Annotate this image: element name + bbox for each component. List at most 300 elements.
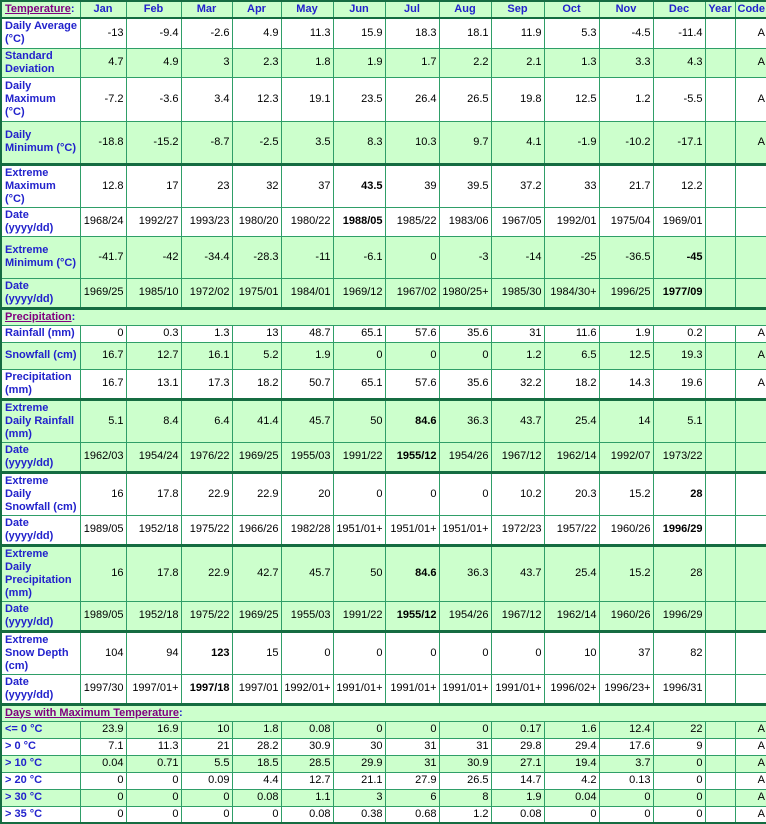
code-cell [735, 164, 766, 207]
value-cell: 0 [385, 236, 439, 278]
value-cell: 43.7 [491, 545, 544, 601]
value-cell: 23 [181, 164, 232, 207]
column-header-code: Code [735, 1, 766, 18]
value-cell: 1972/23 [491, 515, 544, 545]
value-cell: 1955/03 [281, 601, 333, 631]
code-cell: A [735, 77, 766, 121]
value-cell: 1992/07 [599, 442, 653, 472]
value-cell: 0 [439, 342, 491, 369]
value-cell: 84.6 [385, 545, 439, 601]
value-cell: 1.9 [599, 325, 653, 342]
value-cell: 1969/25 [232, 442, 281, 472]
value-cell: 16 [80, 472, 126, 515]
value-cell: 1954/26 [439, 442, 491, 472]
year-cell [705, 207, 735, 236]
code-cell: A [735, 755, 766, 772]
row-label: Date (yyyy/dd) [1, 207, 80, 236]
value-cell: 9 [653, 738, 705, 755]
value-cell: 50 [333, 545, 385, 601]
value-cell: 0 [385, 631, 439, 674]
row-label: Extreme Maximum (°C) [1, 164, 80, 207]
code-cell [735, 399, 766, 442]
value-cell: 0 [80, 772, 126, 789]
value-cell: 10.3 [385, 121, 439, 164]
value-cell: 57.6 [385, 369, 439, 399]
value-cell: 5.5 [181, 755, 232, 772]
value-cell: 6 [385, 789, 439, 806]
section-header-cell [1, 704, 766, 721]
value-cell: 21.7 [599, 164, 653, 207]
row-label: Extreme Daily Rainfall (mm) [1, 399, 80, 442]
code-cell [735, 278, 766, 308]
value-cell: 1952/18 [126, 515, 181, 545]
value-cell: 1980/22 [281, 207, 333, 236]
value-cell: 0.68 [385, 806, 439, 823]
section-header-cell [1, 308, 766, 325]
year-cell [705, 472, 735, 515]
code-cell: A [735, 121, 766, 164]
value-cell: 18.5 [232, 755, 281, 772]
code-cell [735, 515, 766, 545]
value-cell: 2.3 [232, 48, 281, 77]
section-colon: : [179, 706, 183, 719]
year-cell [705, 77, 735, 121]
value-cell: 0.17 [491, 721, 544, 738]
value-cell: 1969/25 [232, 601, 281, 631]
value-cell: 12.7 [281, 772, 333, 789]
value-cell: 1960/26 [599, 515, 653, 545]
value-cell: 28 [653, 545, 705, 601]
value-cell: 1969/12 [333, 278, 385, 308]
value-cell: 1955/12 [385, 442, 439, 472]
value-cell: 39.5 [439, 164, 491, 207]
value-cell: 1992/01 [544, 207, 599, 236]
table-row [1, 721, 766, 738]
value-cell: 8.4 [126, 399, 181, 442]
value-cell: 28 [653, 472, 705, 515]
year-cell [705, 755, 735, 772]
table-row [1, 631, 766, 674]
value-cell: 3.4 [181, 77, 232, 121]
section-header-row [1, 308, 766, 325]
value-cell: 1.8 [232, 721, 281, 738]
value-cell: -9.4 [126, 18, 181, 48]
value-cell: 0 [544, 806, 599, 823]
value-cell: 1992/27 [126, 207, 181, 236]
value-cell: 0.04 [544, 789, 599, 806]
value-cell: 6.4 [181, 399, 232, 442]
year-cell [705, 738, 735, 755]
year-cell [705, 164, 735, 207]
value-cell: 57.6 [385, 325, 439, 342]
row-label: > 10 °C [1, 755, 80, 772]
value-cell: 0 [126, 806, 181, 823]
value-cell: 31 [439, 738, 491, 755]
value-cell: 11.9 [491, 18, 544, 48]
temperature-header-cell [1, 1, 80, 18]
table-row [1, 806, 766, 823]
value-cell: 1955/12 [385, 601, 439, 631]
value-cell: 0 [80, 789, 126, 806]
value-cell: 43.5 [333, 164, 385, 207]
row-label: > 30 °C [1, 789, 80, 806]
column-header-jun: Jun [333, 1, 385, 18]
value-cell: 31 [385, 755, 439, 772]
value-cell: 1991/01+ [491, 674, 544, 704]
value-cell: -34.4 [181, 236, 232, 278]
value-cell: 1.9 [333, 48, 385, 77]
value-cell: 27.1 [491, 755, 544, 772]
value-cell: 1997/01 [232, 674, 281, 704]
value-cell: 0 [232, 806, 281, 823]
value-cell: 37.2 [491, 164, 544, 207]
value-cell: 15.9 [333, 18, 385, 48]
value-cell: 50.7 [281, 369, 333, 399]
code-cell: A [735, 48, 766, 77]
column-header-feb: Feb [126, 1, 181, 18]
value-cell: 1985/30 [491, 278, 544, 308]
value-cell: 3 [333, 789, 385, 806]
value-cell: 1951/01+ [333, 515, 385, 545]
year-cell [705, 789, 735, 806]
table-row [1, 207, 766, 236]
year-cell [705, 18, 735, 48]
value-cell: 17 [126, 164, 181, 207]
value-cell: 1.3 [544, 48, 599, 77]
value-cell: -17.1 [653, 121, 705, 164]
table-row [1, 789, 766, 806]
value-cell: 20.3 [544, 472, 599, 515]
value-cell: 11.6 [544, 325, 599, 342]
value-cell: 9.7 [439, 121, 491, 164]
value-cell: 23.9 [80, 721, 126, 738]
value-cell: 0 [599, 789, 653, 806]
value-cell: 39 [385, 164, 439, 207]
value-cell: 1996/23+ [599, 674, 653, 704]
value-cell: 17.6 [599, 738, 653, 755]
value-cell: 22.9 [181, 545, 232, 601]
section-header-row [1, 704, 766, 721]
value-cell: 12.4 [599, 721, 653, 738]
code-cell: A [735, 369, 766, 399]
value-cell: 16.9 [126, 721, 181, 738]
value-cell: 13.1 [126, 369, 181, 399]
value-cell: 0 [181, 789, 232, 806]
value-cell: -13 [80, 18, 126, 48]
value-cell: 0 [333, 342, 385, 369]
value-cell: -25 [544, 236, 599, 278]
value-cell: 0.2 [653, 325, 705, 342]
section-link-precipitation[interactable]: Precipitation [5, 310, 72, 323]
column-header-may: May [281, 1, 333, 18]
value-cell: 1957/22 [544, 515, 599, 545]
row-label: Daily Average (°C) [1, 18, 80, 48]
value-cell: 12.8 [80, 164, 126, 207]
value-cell: 1975/22 [181, 601, 232, 631]
value-cell: 1954/26 [439, 601, 491, 631]
code-cell [735, 442, 766, 472]
value-cell: 16.7 [80, 342, 126, 369]
value-cell: 18.2 [544, 369, 599, 399]
value-cell: 12.5 [544, 77, 599, 121]
value-cell: 14.3 [599, 369, 653, 399]
value-cell: 11.3 [281, 18, 333, 48]
row-label: Daily Minimum (°C) [1, 121, 80, 164]
value-cell: -15.2 [126, 121, 181, 164]
table-row [1, 18, 766, 48]
value-cell: 1.7 [385, 48, 439, 77]
value-cell: 94 [126, 631, 181, 674]
value-cell: 42.7 [232, 545, 281, 601]
value-cell: 3.7 [599, 755, 653, 772]
value-cell: -14 [491, 236, 544, 278]
code-cell: A [735, 806, 766, 823]
value-cell: 1972/02 [181, 278, 232, 308]
value-cell: 4.7 [80, 48, 126, 77]
value-cell: 25.4 [544, 545, 599, 601]
value-cell: 1996/31 [653, 674, 705, 704]
value-cell: 1989/05 [80, 601, 126, 631]
value-cell: 0 [599, 806, 653, 823]
value-cell: 29.8 [491, 738, 544, 755]
value-cell: 35.6 [439, 369, 491, 399]
value-cell: 2.2 [439, 48, 491, 77]
value-cell: 0 [80, 806, 126, 823]
value-cell: 31 [385, 738, 439, 755]
value-cell: 0 [333, 472, 385, 515]
value-cell: 15 [232, 631, 281, 674]
year-cell [705, 772, 735, 789]
value-cell: 22.9 [232, 472, 281, 515]
value-cell: 1980/20 [232, 207, 281, 236]
year-cell [705, 278, 735, 308]
value-cell: 0 [126, 772, 181, 789]
value-cell: -11 [281, 236, 333, 278]
value-cell: -18.8 [80, 121, 126, 164]
value-cell: 1989/05 [80, 515, 126, 545]
value-cell: 14 [599, 399, 653, 442]
value-cell: 43.7 [491, 399, 544, 442]
value-cell: 1996/29 [653, 601, 705, 631]
value-cell: -10.2 [599, 121, 653, 164]
table-row [1, 342, 766, 369]
value-cell: 14.7 [491, 772, 544, 789]
row-label: <= 0 °C [1, 721, 80, 738]
value-cell: 1967/02 [385, 278, 439, 308]
code-cell [735, 601, 766, 631]
value-cell: 1954/24 [126, 442, 181, 472]
value-cell: 1.2 [439, 806, 491, 823]
value-cell: 23.5 [333, 77, 385, 121]
value-cell: 0.08 [232, 789, 281, 806]
value-cell: -8.7 [181, 121, 232, 164]
value-cell: 36.3 [439, 545, 491, 601]
value-cell: 41.4 [232, 399, 281, 442]
value-cell: 1.9 [491, 789, 544, 806]
value-cell: 6.5 [544, 342, 599, 369]
value-cell: 1967/05 [491, 207, 544, 236]
year-cell [705, 806, 735, 823]
row-label: Extreme Daily Snowfall (cm) [1, 472, 80, 515]
section-link-temperature[interactable]: Temperature [5, 3, 71, 15]
column-header-jan: Jan [80, 1, 126, 18]
code-cell: A [735, 721, 766, 738]
value-cell: 35.6 [439, 325, 491, 342]
value-cell: 0.71 [126, 755, 181, 772]
section-colon: : [71, 310, 76, 323]
value-cell: 0.04 [80, 755, 126, 772]
year-cell [705, 631, 735, 674]
value-cell: 0.38 [333, 806, 385, 823]
value-cell: -36.5 [599, 236, 653, 278]
value-cell: 1952/18 [126, 601, 181, 631]
year-cell [705, 515, 735, 545]
value-cell: 17.8 [126, 545, 181, 601]
value-cell: 4.2 [544, 772, 599, 789]
value-cell: 28.2 [232, 738, 281, 755]
value-cell: 0 [385, 472, 439, 515]
value-cell: 1973/22 [653, 442, 705, 472]
value-cell: 18.2 [232, 369, 281, 399]
value-cell: 1975/22 [181, 515, 232, 545]
value-cell: 1996/29 [653, 515, 705, 545]
value-cell: -41.7 [80, 236, 126, 278]
section-link-days-with-maximum-temperature[interactable]: Days with Maximum Temperature [5, 706, 180, 719]
value-cell: 1991/22 [333, 442, 385, 472]
value-cell: 4.1 [491, 121, 544, 164]
value-cell: 1.3 [181, 325, 232, 342]
value-cell: 1975/01 [232, 278, 281, 308]
row-label: Date (yyyy/dd) [1, 601, 80, 631]
value-cell: 0 [385, 342, 439, 369]
value-cell: 0 [181, 806, 232, 823]
value-cell: 12.7 [126, 342, 181, 369]
value-cell: 1984/30+ [544, 278, 599, 308]
value-cell: 29.4 [544, 738, 599, 755]
value-cell: 1.2 [491, 342, 544, 369]
value-cell: 2.1 [491, 48, 544, 77]
value-cell: 50 [333, 399, 385, 442]
value-cell: 1968/24 [80, 207, 126, 236]
value-cell: 0.08 [491, 806, 544, 823]
value-cell: 19.4 [544, 755, 599, 772]
value-cell: 123 [181, 631, 232, 674]
year-cell [705, 399, 735, 442]
value-cell: 0 [80, 325, 126, 342]
value-cell: 1.2 [599, 77, 653, 121]
row-label: > 0 °C [1, 738, 80, 755]
value-cell: 5.3 [544, 18, 599, 48]
value-cell: 1962/14 [544, 442, 599, 472]
row-label: Extreme Minimum (°C) [1, 236, 80, 278]
value-cell: 16.7 [80, 369, 126, 399]
table-row [1, 472, 766, 515]
value-cell: 1960/26 [599, 601, 653, 631]
table-row [1, 442, 766, 472]
row-label: Snowfall (cm) [1, 342, 80, 369]
value-cell: -28.3 [232, 236, 281, 278]
value-cell: 1993/23 [181, 207, 232, 236]
value-cell: 0.09 [181, 772, 232, 789]
code-cell: A [735, 325, 766, 342]
value-cell: 21 [181, 738, 232, 755]
value-cell: 1962/14 [544, 601, 599, 631]
year-cell [705, 325, 735, 342]
row-label: Date (yyyy/dd) [1, 442, 80, 472]
value-cell: 1969/01 [653, 207, 705, 236]
column-header-sep: Sep [491, 1, 544, 18]
value-cell: -6.1 [333, 236, 385, 278]
value-cell: 1997/01+ [126, 674, 181, 704]
value-cell: 28.5 [281, 755, 333, 772]
year-cell [705, 121, 735, 164]
value-cell: 45.7 [281, 399, 333, 442]
value-cell: 17.8 [126, 472, 181, 515]
row-label: Standard Deviation [1, 48, 80, 77]
value-cell: 19.1 [281, 77, 333, 121]
code-cell [735, 631, 766, 674]
value-cell: -11.4 [653, 18, 705, 48]
value-cell: 1984/01 [281, 278, 333, 308]
value-cell: 32 [232, 164, 281, 207]
year-cell [705, 236, 735, 278]
value-cell: 1969/25 [80, 278, 126, 308]
value-cell: 1966/26 [232, 515, 281, 545]
value-cell: 16 [80, 545, 126, 601]
row-label: Extreme Daily Precipitation (mm) [1, 545, 80, 601]
year-cell [705, 369, 735, 399]
value-cell: 0.08 [281, 721, 333, 738]
value-cell: 0.13 [599, 772, 653, 789]
value-cell: 15.2 [599, 545, 653, 601]
table-row [1, 121, 766, 164]
value-cell: 0.3 [126, 325, 181, 342]
table-row [1, 278, 766, 308]
value-cell: 3.5 [281, 121, 333, 164]
table-row [1, 325, 766, 342]
value-cell: 20 [281, 472, 333, 515]
value-cell: -5.5 [653, 77, 705, 121]
table-row [1, 48, 766, 77]
value-cell: 4.9 [232, 18, 281, 48]
value-cell: 11.3 [126, 738, 181, 755]
value-cell: 1.6 [544, 721, 599, 738]
column-header-apr: Apr [232, 1, 281, 18]
year-cell [705, 48, 735, 77]
value-cell: 22.9 [181, 472, 232, 515]
value-cell: 1967/12 [491, 442, 544, 472]
value-cell: 1955/03 [281, 442, 333, 472]
value-cell: 0 [439, 721, 491, 738]
table-row [1, 164, 766, 207]
value-cell: -2.5 [232, 121, 281, 164]
column-header-mar: Mar [181, 1, 232, 18]
value-cell: 1977/09 [653, 278, 705, 308]
value-cell: 18.3 [385, 18, 439, 48]
value-cell: 0 [385, 721, 439, 738]
value-cell: 25.4 [544, 399, 599, 442]
code-cell [735, 236, 766, 278]
code-cell [735, 674, 766, 704]
value-cell: 5.1 [80, 399, 126, 442]
value-cell: 10.2 [491, 472, 544, 515]
table-row [1, 369, 766, 399]
value-cell: 5.2 [232, 342, 281, 369]
value-cell: 1996/02+ [544, 674, 599, 704]
table-header [1, 1, 766, 18]
value-cell: 1.1 [281, 789, 333, 806]
value-cell: 0 [491, 631, 544, 674]
